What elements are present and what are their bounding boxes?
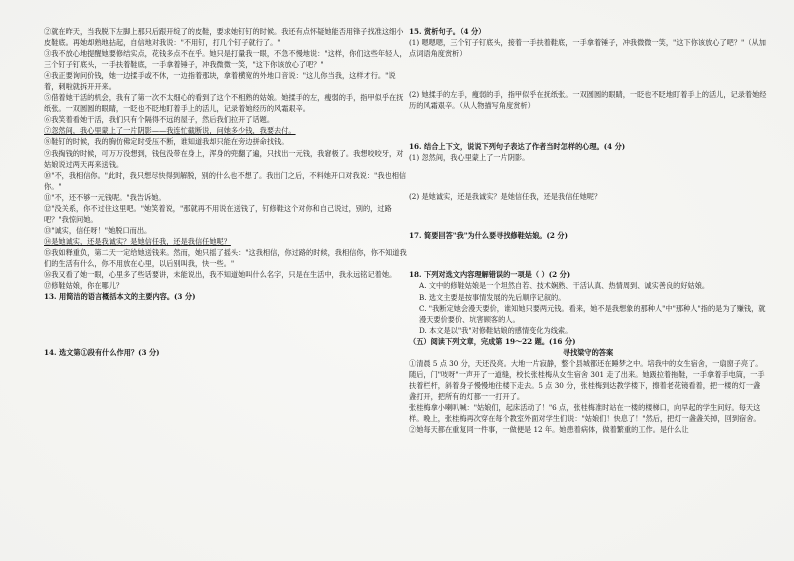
option-c: C. "我断定她会漫天要价，谁知她只要两元钱。看来，她不是我想象的那种人"中"那种人"指的是为了赚钱，就漫天要价要价、坑害顾客的人。 <box>419 303 766 324</box>
question-14: 14. 选文第①段有什么作用？(3 分) <box>44 348 160 358</box>
paragraph: ⑯我又看了她一眼，心里多了些话要讲，未能说出，我不知道她叫什么名字，只是在生活中，我永远铭记着她。 <box>44 270 397 280</box>
answer-space[interactable] <box>409 241 767 269</box>
paragraph: ④我正要询问价钱，她一边揉手或不休，一边指着那块，拿着横宽的外地口音说："这儿你当我，这样才行。"说着，刺啦就拆开开来。 <box>44 71 396 92</box>
question-15: 15. 赏析句子。（4 分） <box>409 27 486 36</box>
paragraph: 张桂梅拿小喇叭喊："姑娘们，起床活动了！"6 点，张桂梅准时站在一楼的楼梯口，向早起的学生问好。每天这样。晚上，张桂梅再次穿在每个教室外面对学生们说："姑娘们！快息了！"然后，把灯一盏盏关掉，回到宿舍。 <box>409 402 761 424</box>
paragraph: ②她每天都在重复同一件事，一做便是 12 年。她患着病体，做着繁重的工作。是什么让 <box>409 425 689 435</box>
left-column <box>44 26 409 358</box>
article-title: 寻找梁守的答案 <box>562 347 614 357</box>
paragraph: ⑮我如释重负，第二天一定给她送钱来。然而，她只摇了摇头："这我相信，你过路的时候，我相信你，你不知道我们的生活有什么，你不用放在心里，以后别叫我，快一些。" <box>44 247 407 268</box>
paragraph: ⑥我笑着看她干活，我们只有个隔得不远的屋子，然后我们拉开了话题。 <box>44 115 275 125</box>
option-a: A. 文中的修鞋姑娘是一个坦然自若、技术娴熟、干活认真、热情周到、诚实善良的好姑娘。 <box>419 281 710 291</box>
question-13: 13. 用简洁的语言概括本文的主要内容。(3 分) <box>44 292 196 302</box>
section-five-heading: （五）阅读下列文章，完成第 19～22 题。(16 分) <box>409 336 576 346</box>
paragraph: ⑬"诚实，信任呀！"她脱口而出。 <box>44 225 152 235</box>
paragraph: ①清晨 5 点 30 分，天还没亮。大地一片寂静，整个县城都还在睡梦之中。培我中的女生宿舍，一扇窗子亮了。随后，门"吱呀"一声开了一道缝，校长张桂梅从女生宿舍 301 走了出来。她趿拉着拖鞋，一手拿着手电筒，一手扶着栏杆，斜着身子慢慢地往楼下走去。5 点 30 分，张桂梅到达教学楼下，擦着老花镜看着，把一楼的灯一盏盏打开，把所有的灯都一一打开了。 <box>409 358 765 401</box>
question-16-1: (1) 忽然间，我心里蒙上了一片阴影。 <box>409 153 530 163</box>
answer-space[interactable] <box>44 302 409 347</box>
paragraph: ⑰修鞋姑娘，你在哪儿？ <box>44 281 124 291</box>
paragraph: ②就在昨天，当我脱下左脚上那只后跟开绽了的皮鞋，要求她钉钉的时候。我还有点怀疑她能否用锋子找准这细小皮鞋底。再她却熟地拈起，自信地对我说："不用钉，打几个钉子就行了。" <box>44 27 404 48</box>
paragraph: ⑤借着她干活的机会，我有了第一次不太细心的看到了这个不相熟的姑娘。她揉手的左，瘦弱的手，指甲似乎在抚纸张。一双圆圆的眼睛，一眨也不眨地盯着手上的活儿，记录着她经历的风霜艰辛。 <box>44 93 404 114</box>
paragraph: ⑧鞋钉的时候，我的胸仿佛定时受压不断，谁知道我却只能在旁边拼命找钱。 <box>44 137 289 147</box>
paragraph: ⑭是她诚实，还是我诚实？是她信任我，还是我信任她呢？ <box>44 236 231 246</box>
paragraph: ⑪"不，还不够一元钱呢。"我告诉她。 <box>44 192 166 202</box>
paragraph: ③我不放心地提醒她要修结实点，花钱多点不在乎。她只是打量我一眼，不急不慢地说："这样，你们这些年轻人，三个钉子钉底头，一手扶着鞋底，一手拿着锤子，冲我微微一笑，"这下你该放心了吧？" <box>44 49 407 70</box>
answer-space[interactable] <box>409 111 767 141</box>
answer-space[interactable] <box>409 59 767 89</box>
question-16: 16. 结合上下文，说说下列句子表达了作者当时怎样的心理。(4 分) <box>409 142 626 152</box>
question-15-1: (1) 嗯嗯嗯，三个钉子钉底头，接着一手扶着鞋底，一手拿着锤子，冲我微微一笑，"这下你该放心了吧？"（从加点词语角度赏析） <box>409 38 766 59</box>
paragraph: ⑩"不，我相信你。"此时，我只想尽快得到解脱，别的什么也不想了。我出门之后，不料她开口对我说："我也相信你。" <box>44 170 407 191</box>
question-15-2: (2) 她揉手的左手，瘦弱的手，指甲似乎在抚纸张。一双圆圆的眼睛，一眨也不眨地盯着手上的活儿，记录着她经历的风霜艰辛。（从人物描写角度赏析） <box>409 90 767 111</box>
paragraph: ⑦忽然间，我心里蒙上了一片阴影——我连忙截断说，问她多少钱，我要去付。 <box>44 126 296 136</box>
question-16-2: (2) 是她诚实，还是我诚实？是她信任我，还是我信任她呢？ <box>409 192 602 202</box>
right-column <box>409 26 767 435</box>
paragraph: ⑨我掏钱的时候，可万万没想到，钱包没带在身上，浑身的兜翻了遍，只找出一元钱，我窘极了。我想咬咬牙，对姑娘说过两天再来送钱。 <box>44 148 404 169</box>
option-b: B. 选文主要是按事情发展的先后顺序记叙的。 <box>419 292 566 302</box>
question-17: 17. 简要回答"我"为什么要寻找修鞋姑娘。(2 分) <box>409 231 568 241</box>
option-d: D. 本文是以"我"对修鞋姑娘的感情变化为线索。 <box>419 325 573 335</box>
answer-space[interactable] <box>409 163 767 191</box>
answer-space[interactable] <box>409 202 767 230</box>
paragraph: ⑫"没关系，你不过住这里吧。"她笑着说，"那就再不用说在送钱了，钉修鞋这个对你和自己说过，别的，过路吧？"我惊问她。 <box>44 203 392 224</box>
question-18: 18. 下列对选文内容理解错误的一项是（ ）(2 分) <box>409 270 571 280</box>
